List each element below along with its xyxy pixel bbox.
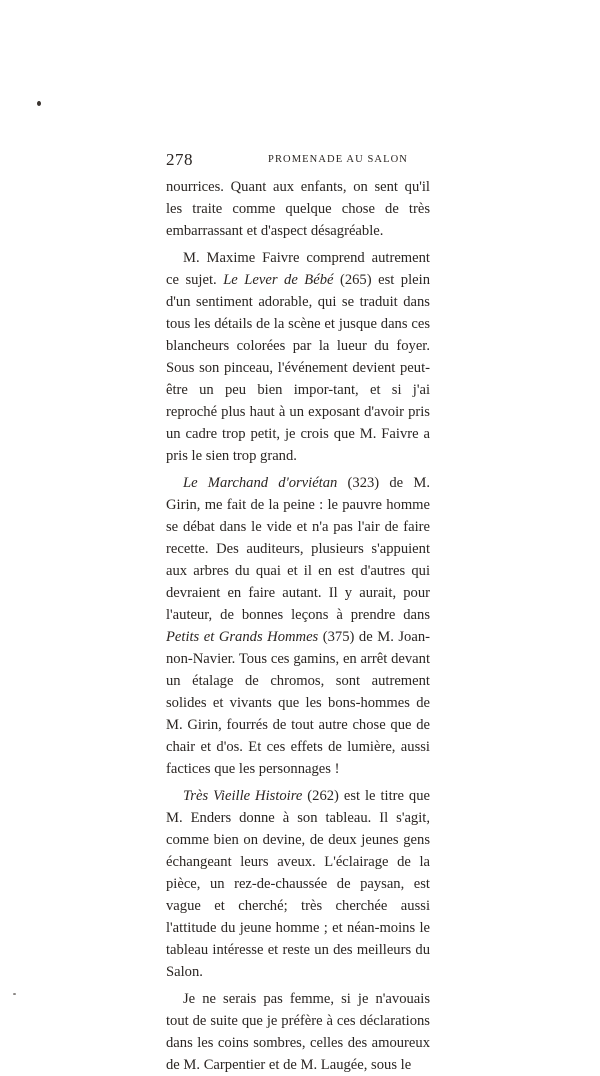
paragraph-girin [166,472,430,780]
body-text [166,176,430,1076]
paragraph-text: (265) est plein d'un sentiment adorable, qui se traduit dans tous les détails de la scène et jusque dans ces blancheurs colorées par la lueur du foyer. Sous son pinceau, l'événement devient peut-être un peu bien impor-tant, et si j'ai reproché plus haut à un exposant d'avoir pris un cadre trop petit, je crois que M. Faivre a pris le sien trop grand. [166,272,430,464]
paragraph-faivre [166,247,430,467]
paragraph-lead: M. Maxime Faivre comprend autrement ce sujet. [166,250,430,288]
artwork-title: Très Vieille Histoire [183,788,303,804]
paragraph-text: (375) de M. Joan-non-Navier. Tous ces gamins, en arrêt devant un étalage de chromos, sont autrement solides et vivants que les bons-hommes de M. Girin, fourrés de tout autre chose que de chair et d'os. Et ces effets de lumière, aussi factices que les personnages ! [166,629,430,777]
paragraph-enders [166,785,430,983]
artwork-title: Le Marchand d'orviétan [183,475,338,491]
paragraph-text: nourrices. Quant aux enfants, on sent qu'il les traite comme quelque chose de très embarrassant et d'aspect désagréable. [166,179,430,239]
running-title: PROMENADE AU SALON [268,154,408,165]
page-header [166,150,430,172]
paragraph-text: Je ne serais pas femme, si je n'avouais tout de suite que je préfère à ces déclarations dans les coins sombres, celles des amoureux de M. Carpentier et de M. Laugée, sous le [166,991,430,1073]
ink-speck [13,993,16,995]
ink-speck [37,101,41,106]
paragraph-continuation [166,176,430,242]
page-number: 278 [166,150,193,169]
paragraph-text: (262) est le titre que M. Enders donne à son tableau. Il s'agit, comme bien on devine, de deux jeunes gens échangeant leurs aveux. L'éclairage de la pièce, un rez-de-chaussée de paysan, est vague et cherché; très cherchée aussi l'attitude du jeune homme ; et néan-moins le tableau intéresse et reste un des meilleurs du Salon. [166,788,430,980]
paragraph-declarations [166,988,430,1076]
artwork-title: Petits et Grands Hommes [166,629,319,645]
paragraph-text: (323) de M. Girin, me fait de la peine : le pauvre homme se débat dans le vide et n'a pas l'air de faire recette. Des auditeurs, plusieurs s'appuient aux arbres du quai et il en est d'autres qui devraient en faire autant. Il y aurait, pour l'auteur, de bonnes leçons à prendre dans [166,475,430,623]
artwork-title: Le Lever de Bébé [223,272,334,288]
